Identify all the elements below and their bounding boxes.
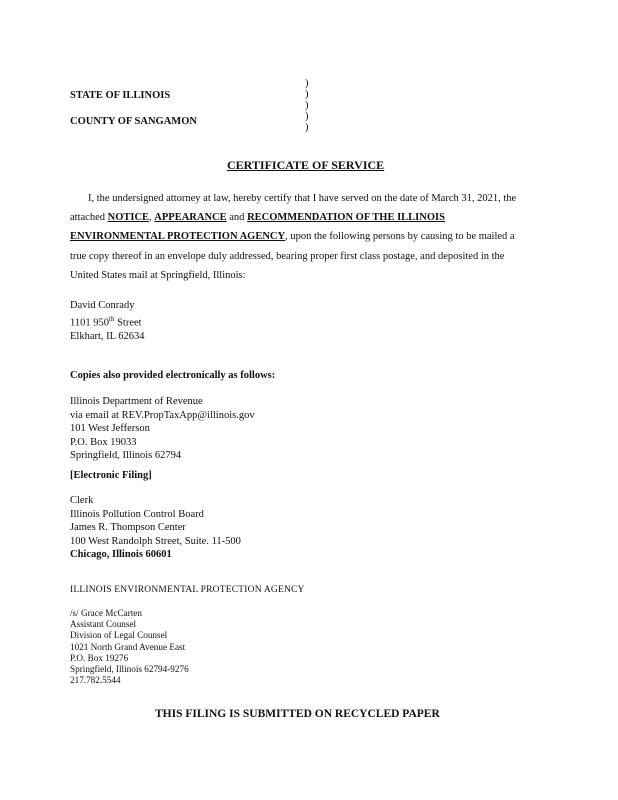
signature-line: Division of Legal Counsel (70, 630, 168, 641)
caption-parentheses (305, 78, 309, 133)
street-number: 1101 950 (70, 317, 109, 329)
recycled-paper-footer: THIS FILING IS SUBMITTED ON RECYCLED PAPER (155, 708, 440, 720)
signature-line: /s/ Grace McCarten (70, 608, 142, 618)
body-line-3 (70, 231, 515, 242)
signature-line: Springfield, Illinois 62794-9276 (70, 664, 189, 675)
board-line: Illinois Pollution Control Board (70, 508, 204, 520)
revenue-email: via email at REV.PropTaxApp@illinois.gov (70, 409, 255, 421)
body-line-2 (70, 212, 445, 223)
board-line: Clerk (70, 495, 94, 506)
body-text: attached (70, 212, 108, 223)
efiling-heading: [Electronic Filing] (70, 470, 152, 481)
body-line-4: true copy thereof in an envelope duly addressed, bearing proper first class postage, and deposited in the (70, 251, 505, 262)
board-address (70, 494, 241, 562)
document-appearance: APPEARANCE (154, 212, 227, 223)
recipient-city: Elkhart, IL 62634 (70, 330, 145, 342)
revenue-line: Springfield, Illinois 62794 (70, 450, 182, 462)
revenue-address (70, 395, 255, 463)
copies-heading: Copies also provided electronically as follows: (70, 370, 276, 381)
caption-paren: ) (305, 78, 309, 89)
signature-line: 217.782.5544 (70, 675, 121, 686)
board-line: Chicago, Illinois 60601 (70, 549, 172, 561)
caption-county: COUNTY OF SANGAMON (70, 116, 197, 127)
street-ordinal: th (109, 314, 115, 323)
caption-state: STATE OF ILLINOIS (70, 90, 171, 101)
board-line: James R. Thompson Center (70, 522, 186, 534)
signature-line: Assistant Counsel (70, 619, 137, 630)
recipient-name: David Conrady (70, 300, 135, 311)
signature-line: P.O. Box 19276 (70, 652, 129, 663)
body-line-5: United States mail at Springfield, Illinois: (70, 270, 246, 281)
revenue-line: 101 West Jefferson (70, 423, 150, 435)
street-name: Street (114, 317, 142, 329)
caption-paren: ) (305, 89, 309, 100)
document-recommendation-cont: ENVIRONMENTAL PROTECTION AGENCY (70, 231, 286, 242)
board-line: 100 West Randolph Street, Suite. 11-500 (70, 535, 241, 547)
caption-paren: ) (305, 100, 309, 111)
caption-paren: ) (305, 111, 309, 122)
body-text: , upon the following persons by causing to be mailed a (285, 231, 515, 242)
document-recommendation: RECOMMENDATION OF THE ILLINOIS (247, 212, 445, 223)
revenue-line: Illinois Department of Revenue (70, 396, 203, 407)
signature-block (70, 608, 189, 686)
caption-paren: ) (305, 122, 309, 133)
body-line-1: I, the undersigned attorney at law, hereby certify that I have served on the date of March 31, 2021, the (88, 193, 517, 204)
recipient-street (70, 313, 145, 330)
document-title: CERTIFICATE OF SERVICE (227, 158, 385, 172)
signature-line: 1021 North Grand Avenue East (70, 641, 186, 652)
agency-name: ILLINOIS ENVIRONMENTAL PROTECTION AGENCY (70, 585, 305, 595)
document-notice: NOTICE (107, 212, 150, 223)
body-text: , (149, 212, 155, 223)
revenue-line: P.O. Box 19033 (70, 436, 137, 448)
recipient-address (70, 299, 145, 343)
body-text: and (226, 212, 248, 223)
